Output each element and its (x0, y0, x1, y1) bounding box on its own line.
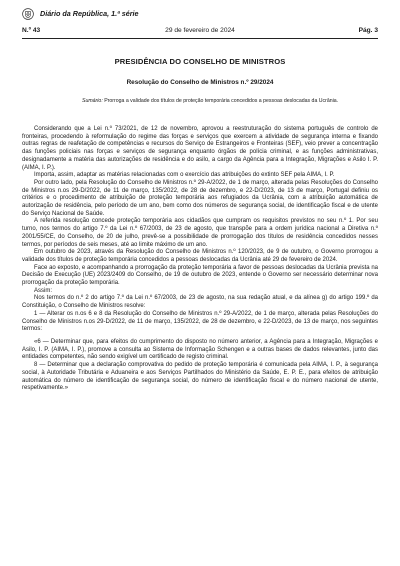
quoted-paragraph: 8 — Determinar que a declaração comprovativa do pedido de proteção temporária é comunicada pela AIMA, I. P., à segurança social, à Autoridade Tributária e Aduaneira e aos Serviços Partilhados do Ministério da Saúde, E. P. E., para efeitos de atribuição automática do número de identificação de segurança social, do número de identificação fiscal e do número nacional de utente, respetivamente.» (22, 362, 378, 392)
portuguese-coat-of-arms-icon (22, 8, 34, 20)
body-paragraph: Nos termos do n.º 2 do artigo 7.º da Lei n.º 67/2003, de 23 de agosto, na sua redação atual, e da alínea g) do artigo 199.º da Constituição, o Conselho de Ministros resolve: (22, 295, 378, 310)
body-paragraph: Face ao exposto, e acompanhando a prorrogação da proteção temporária a favor de pessoas deslocadas da Ucrânia prevista na Decisão de Execução (UE) 2023/2409 do Conselho, de 19 de outubro de 2023, entende o Governo ser necessário determinar nova prorrogação da proteção temporária. (22, 264, 378, 287)
quoted-paragraph: «6 — Determinar que, para efeitos do cumprimento do disposto no número anterior, a Agência para a Integração, Migrações e Asilo, I. P. (AIMA, I. P.), promove a consulta ao Sistema de Informação Schengen e a outras bases de dados relevantes, junto das entidades competentes, não sendo exigível um certificado de registo criminal. (22, 338, 378, 361)
header-divider (22, 38, 378, 39)
issue-date: 29 de fevereiro de 2024 (165, 27, 235, 34)
journal-title: Diário da República, 1.ª série (40, 9, 139, 18)
document-body (22, 126, 378, 393)
summary (82, 98, 344, 105)
body-paragraph: Importa, assim, adaptar as matérias relacionadas com o exercício das atribuições do extinto SEF pela AIMA, I. P. (34, 172, 335, 179)
body-paragraph: Assim: (34, 287, 52, 294)
resolution-title: Resolução do Conselho de Ministros n.º 29/2024 (126, 79, 274, 86)
body-paragraph: 1 — Alterar os n.os 6 e 8 da Resolução do Conselho de Ministros n.º 29-A/2022, de 1 de março, alterada pelas Resoluções do Conselho de Ministros n.os 29-D/2022, de 11 de março, 135/2022, de 28 de dezembro, e 22-D/2023, de 13 de março, nos seguintes termos: (22, 310, 378, 333)
summary-text: Prorroga a validade dos títulos de proteção temporária concedidos a pessoas deslocadas da Ucrânia. (104, 98, 339, 104)
summary-label: Sumário: (82, 98, 103, 104)
body-paragraph: Considerando que a Lei n.º 73/2021, de 12 de novembro, aprovou a reestruturação do sistema português de controlo de fronteiras, procedendo à reformulação do regime das forças e serviços que exercem a atividade de segurança interna e fixando outras regras de reafetação de competências e recursos do Serviço de Estrangeiros e Fronteiras (SEF), veio prever a concentração das funções policiais nas forças e serviços de segurança enquanto órgãos de polícia criminal, e as funções administrativas, designadamente a matéria das autorizações de residência e do asilo, a cargo da Agência para a Integração, Migrações e Asilo I. P. (AIMA, I. P.). (22, 126, 378, 171)
body-paragraph: A referida resolução concede proteção temporária aos cidadãos que cumpram os requisitos previstos no seu n.º 1. Por seu turno, nos termos do artigo 7.º da Lei n.º 67/2003, de 23 de agosto, que transpõe para a ordem jurídica nacional a Diretiva n.º 2001/55/CE, do Conselho, de 20 de julho, prevê-se a possibilidade de prorrogação dos títulos de residência concedidos nesses termos, por períodos de seis meses, até ao limite máximo de um ano. (22, 218, 378, 248)
body-paragraph: Em outubro de 2023, através da Resolução do Conselho de Ministros n.º 120/2023, de 9 de outubro, o Governo prorrogou a validade dos títulos de proteção temporária concedidos a pessoas deslocadas da Ucrânia até 29 de fevereiro de 2024. (22, 249, 378, 263)
issue-number: N.º 43 (22, 27, 41, 34)
section-title: PRESIDÊNCIA DO CONSELHO DE MINISTROS (114, 57, 286, 66)
issue-meta-row (22, 27, 378, 37)
body-paragraph: Por outro lado, pela Resolução do Conselho de Ministros n.º 29-A/2022, de 1 de março, alterada pelas Resoluções do Conselho de Ministros n.os 29-D/2022, de 11 de março, 135/2022, de 28 de dezembro, e 22-D/2023, de 13 de março, Portugal definiu os critérios e o procedimento de atribuição de proteção temporária aos refugiados da Ucrânia, com a atribuição automática de autorização de residência, pelo período de um ano, bem como dos números de segurança social, de identificação fiscal e de utente do Serviço Nacional de Saúde. (22, 179, 378, 217)
page-number: Pág. 3 (358, 27, 378, 34)
